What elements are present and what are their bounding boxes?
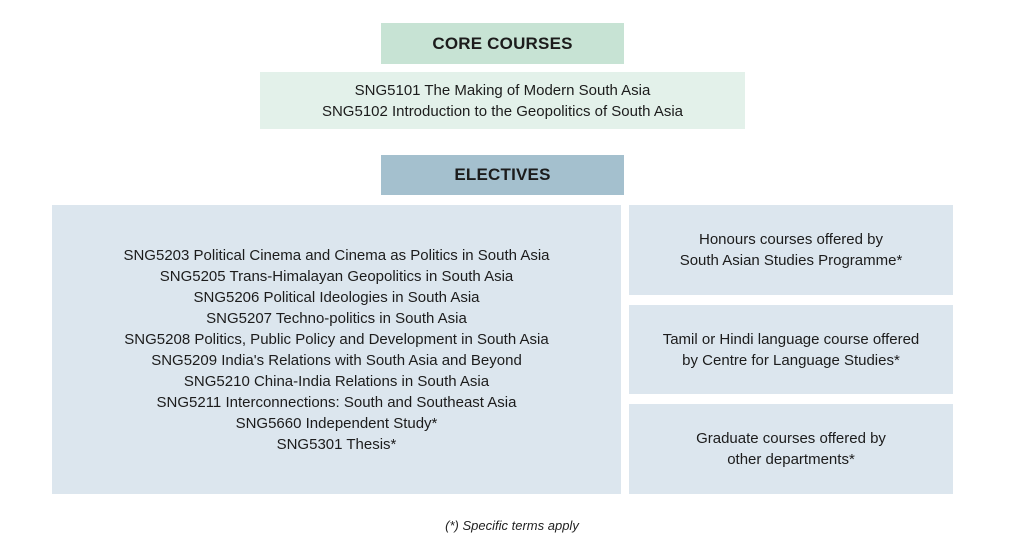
elective-course-item: SNG5205 Trans-Himalayan Geopolitics in South Asia — [159, 267, 514, 285]
elective-course-item: SNG5206 Political Ideologies in South Asia — [193, 288, 480, 306]
core-course-item: SNG5101 The Making of Modern South Asia — [354, 81, 651, 99]
core-courses-header-label: CORE COURSES — [432, 33, 573, 53]
electives-header — [381, 155, 624, 195]
language-course-option — [629, 305, 953, 394]
core-courses-list — [260, 72, 745, 129]
honours-courses-option — [629, 205, 953, 295]
core-courses-header — [381, 23, 624, 64]
option-text-line: by Centre for Language Studies* — [682, 351, 900, 369]
elective-course-item: SNG5209 India's Relations with South Asia and Beyond — [151, 351, 522, 369]
elective-course-item: SNG5203 Political Cinema and Cinema as Politics in South Asia — [123, 246, 550, 264]
option-text-line: other departments* — [727, 451, 855, 468]
elective-course-item: SNG5208 Politics, Public Policy and Development in South Asia — [124, 330, 549, 348]
option-text-line: South Asian Studies Programme* — [679, 252, 903, 269]
elective-course-item: SNG5301 Thesis* — [276, 435, 397, 453]
option-text-line: Graduate courses offered by — [696, 430, 886, 447]
core-course-item: SNG5102 Introduction to the Geopolitics of South Asia — [321, 102, 684, 120]
option-text-line: Honours courses offered by — [699, 231, 883, 248]
electives-course-list — [52, 205, 621, 494]
elective-course-item: SNG5211 Interconnections: South and Southeast Asia — [156, 393, 517, 411]
elective-course-item: SNG5207 Techno-politics in South Asia — [206, 309, 467, 327]
option-text-line: Tamil or Hindi language course offered — [662, 330, 920, 348]
graduate-courses-option — [629, 404, 953, 494]
footnote: (*) Specific terms apply — [445, 518, 579, 533]
electives-header-label: ELECTIVES — [454, 165, 551, 184]
elective-course-item: SNG5660 Independent Study* — [235, 414, 438, 432]
elective-course-item: SNG5210 China-India Relations in South Asia — [183, 372, 490, 390]
